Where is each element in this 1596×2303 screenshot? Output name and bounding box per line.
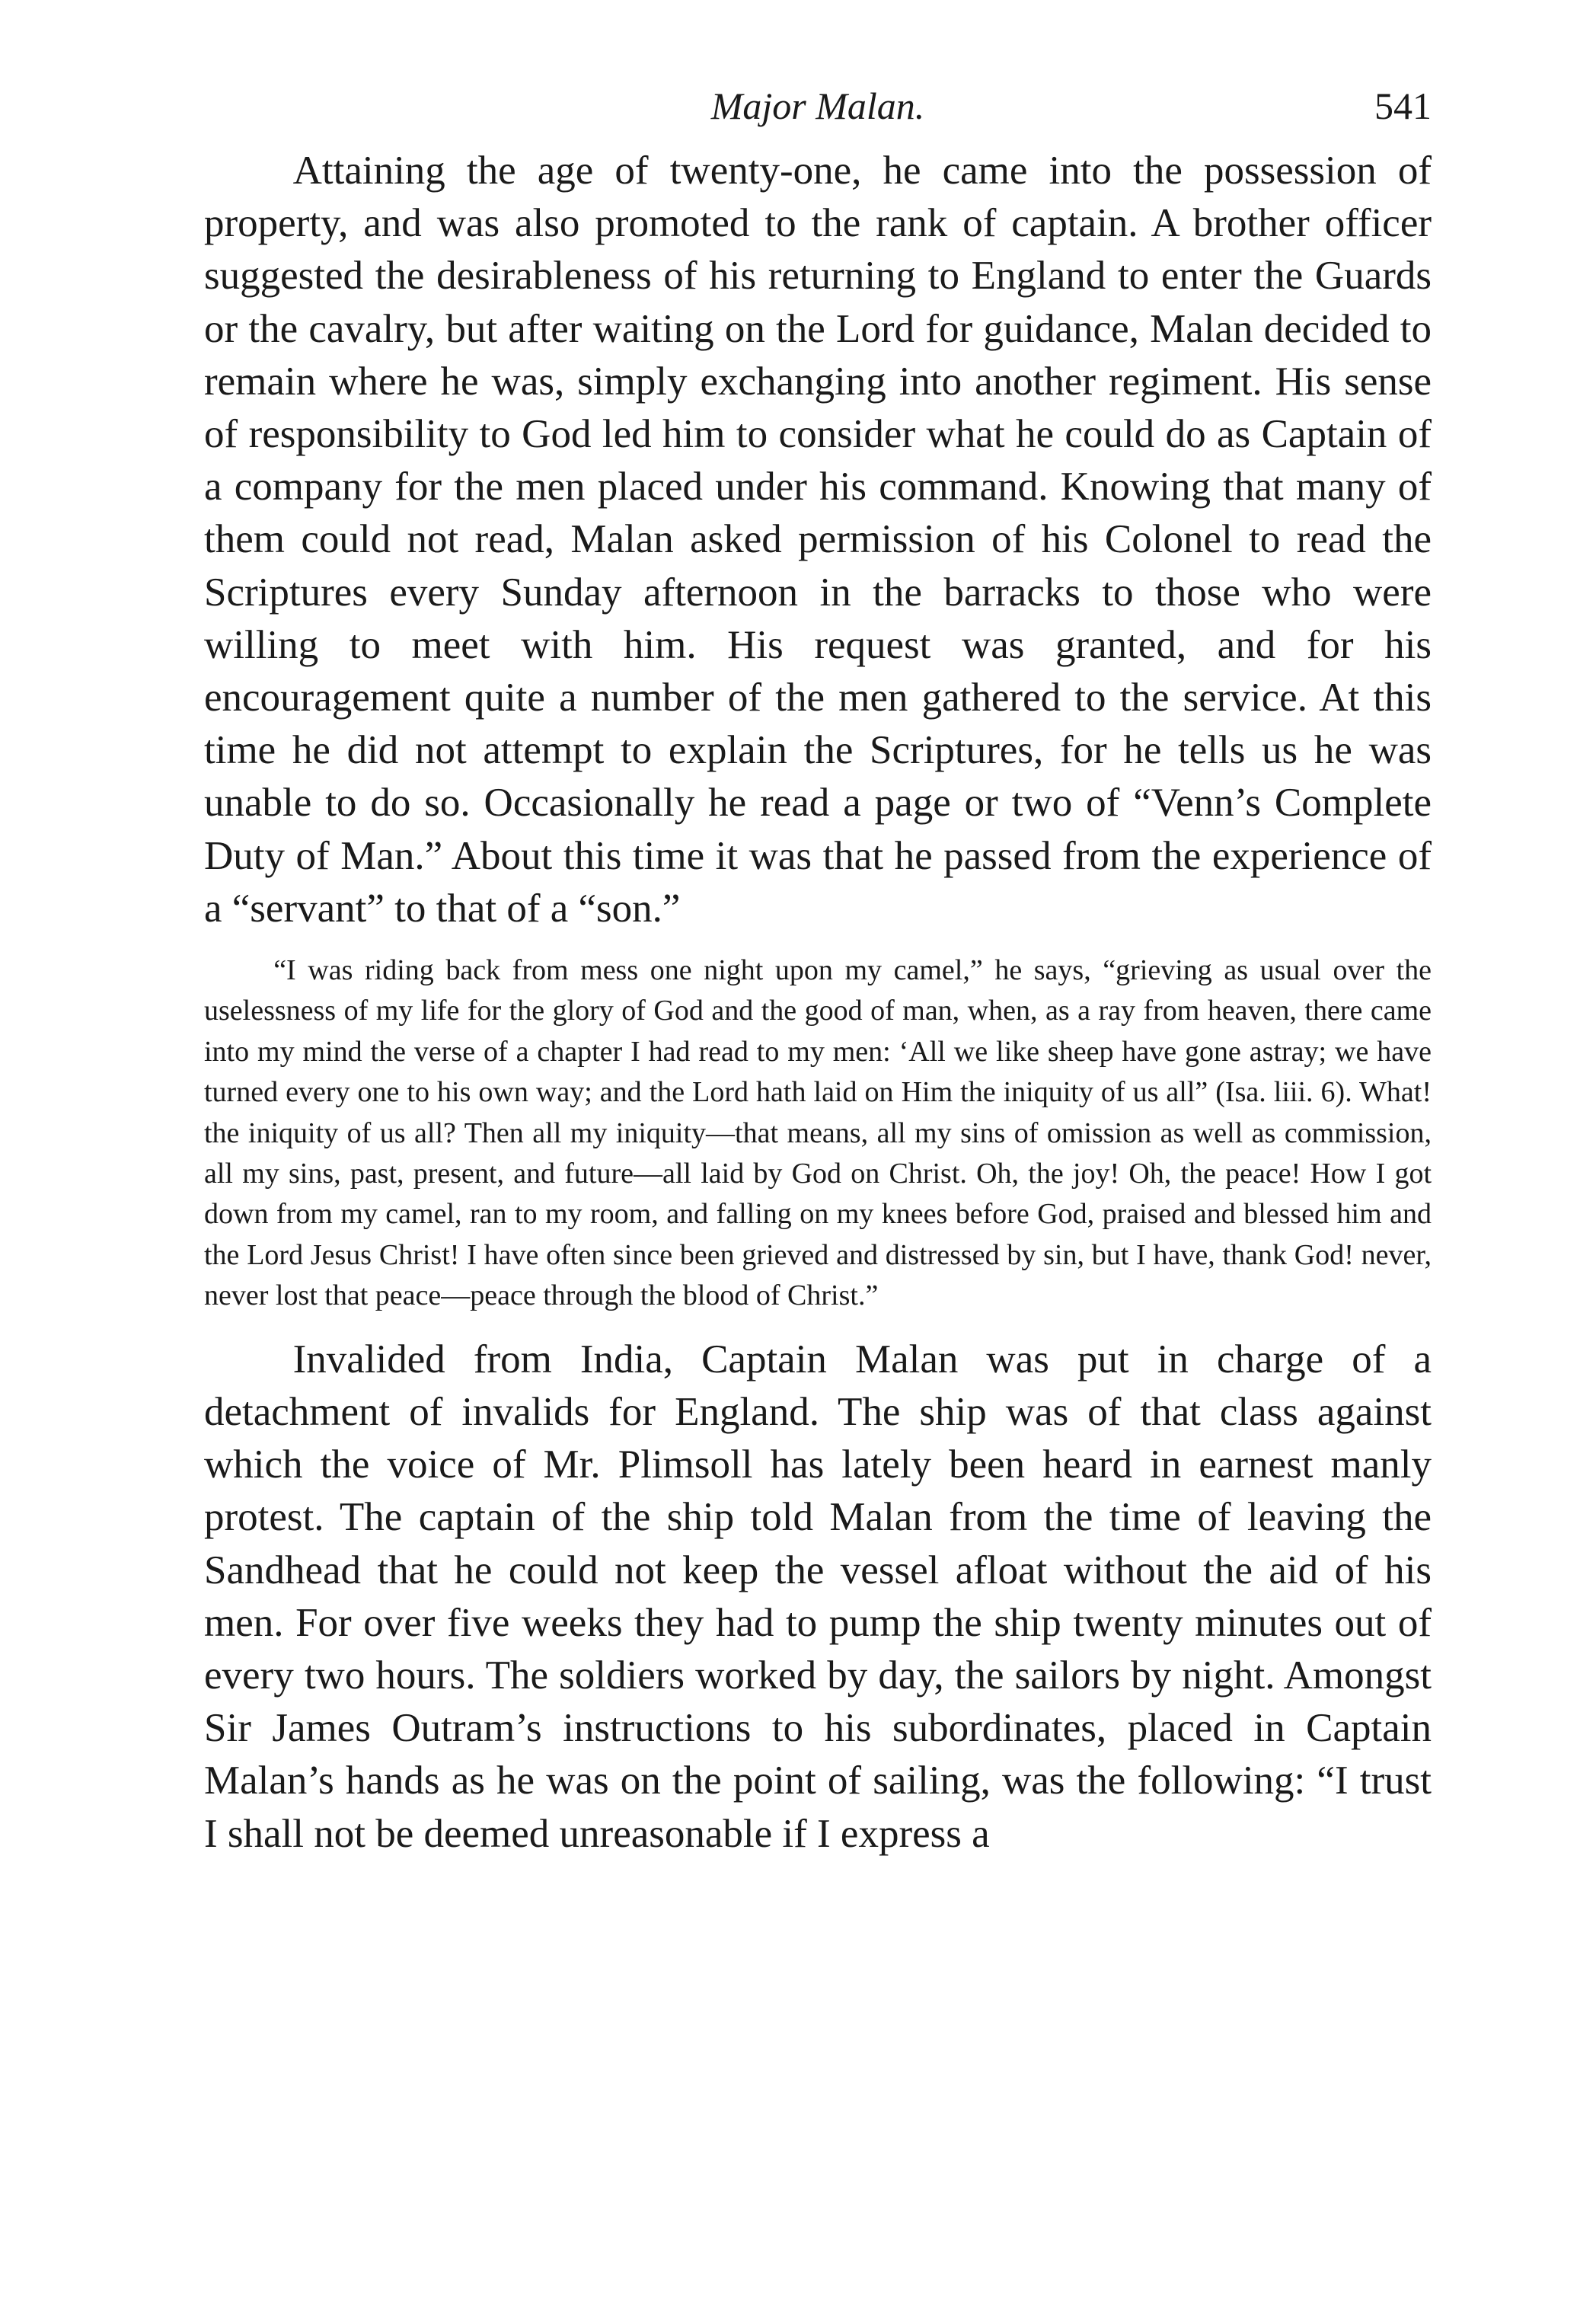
- paragraph-voyage: Invalided from India, Captain Malan was put in charge of a detachment of invalids for England. The ship was of that class against which the voice of Mr. Plimsoll has lately been heard in earnest manly protest. The captain of the ship told Malan from the time of leaving the Sandhead that he could not keep the vessel afloat without the aid of his men. For over five weeks they had to pump the ship twenty minutes out of every two hours. The soldiers worked by day, the sailors by night. Amongst Sir James Outram’s instructions to his subordinates, placed in Captain Malan’s hands as he was on the point of sailing, was the following: “I trust I shall not be deemed unreasonable if I express a: [204, 1337, 1432, 1856]
- paragraph-captaincy: Attaining the age of twenty-one, he came into the possession of property, and was also promoted to the rank of captain. A brother officer suggested the desirableness of his returning to England to enter the Guards or the cavalry, but after waiting on the Lord for guidance, Malan decided to remain where he was, simply exchanging into another regiment. His sense of responsibility to God led him to consider what he could do as Captain of a company for the men placed under his command. Knowing that many of them could not read, Malan asked permission of his Colonel to read the Scriptures every Sunday afternoon in the barracks to those who were willing to meet with him. His request was granted, and for his encouragement quite a number of the men gathered to the service. At this time he did not attempt to explain the Scriptures, for he tells us he was unable to do so. Occasionally he read a page or two of “Venn’s Complete Duty of Man.” About this time it was that he passed from the experience of a “servant” to that of a “son.”: [204, 149, 1432, 931]
- block-quote-conversion: “I was riding back from mess one night upon my camel,” he says, “grieving as usual over the uselessness of my life for the glory of God and the good of man, when, as a ray from heaven, there came into my mind the verse of a chapter I had read to my men: ‘All we like sheep have gone astray; we have turned every one to his own way; and the Lord hath laid on Him the iniquity of us all” (Isa. liii. 6). What! the iniquity of us all? Then all my iniquity—that means, all my sins of omission as well as commission, all my sins, past, present, and future—all laid by God on Christ. Oh, the joy! Oh, the peace! How I got down from my camel, ran to my room, and falling on my knees before God, praised and blessed him and the Lord Jesus Christ! I have often since been grieved and distressed by sin, but I have, thank God! never, never lost that peace—peace through the blood of Christ.”: [204, 954, 1432, 1312]
- running-title: Major Malan.: [710, 85, 925, 127]
- page-number: 541: [1374, 85, 1432, 127]
- book-page: [204, 76, 1432, 1861]
- running-header: [204, 76, 1432, 145]
